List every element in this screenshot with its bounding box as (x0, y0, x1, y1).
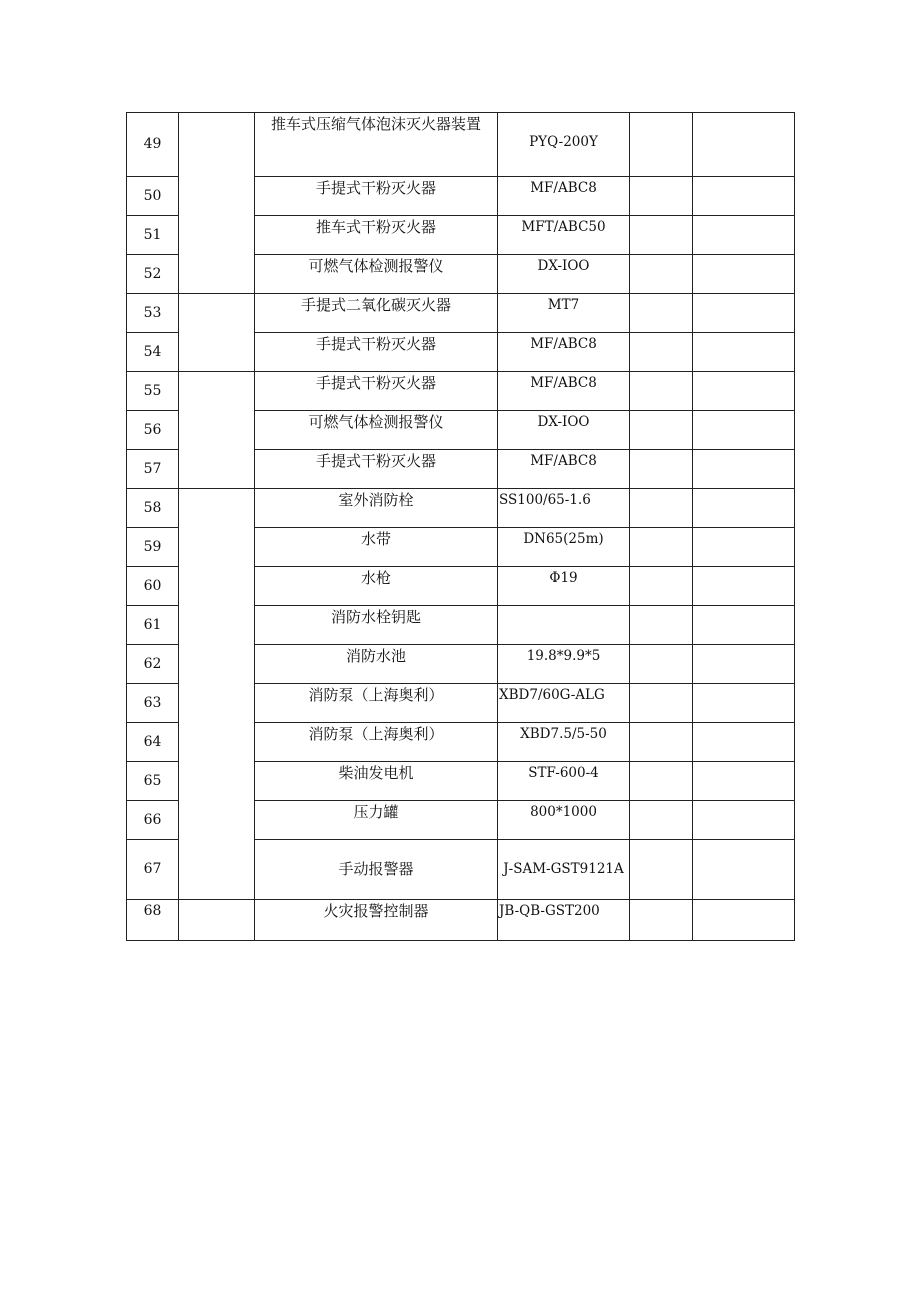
row-number: 66 (143, 812, 162, 828)
equipment-name-cell (255, 411, 498, 450)
model-cell (498, 840, 630, 900)
model-value: 800*1000 (530, 804, 597, 820)
empty-cell (630, 255, 693, 294)
model-cell (498, 113, 630, 177)
row-number: 50 (143, 188, 162, 204)
equipment-name-cell (255, 567, 498, 606)
row-number: 57 (143, 461, 162, 477)
equipment-name-cell (255, 840, 498, 900)
empty-cell (693, 372, 795, 411)
empty-cell (693, 450, 795, 489)
location-cell (179, 113, 255, 294)
row-number: 52 (143, 266, 162, 282)
table-row (127, 294, 795, 333)
empty-cell (693, 723, 795, 762)
equipment-name-cell (255, 723, 498, 762)
equipment-name: 消防水池 (345, 647, 406, 665)
model-cell (498, 528, 630, 567)
equipment-name-cell (255, 645, 498, 684)
empty-cell (630, 723, 693, 762)
row-number-cell (127, 294, 179, 333)
equipment-name: 可燃气体检测报警仪 (308, 257, 444, 275)
row-number-cell (127, 606, 179, 645)
row-number-cell (127, 723, 179, 762)
model-cell (498, 411, 630, 450)
empty-cell (630, 113, 693, 177)
equipment-name: 消防泵（上海奥利） (308, 725, 444, 743)
row-number-cell (127, 684, 179, 723)
empty-cell (630, 645, 693, 684)
empty-cell (693, 684, 795, 723)
empty-cell (630, 177, 693, 216)
equipment-name: 手提式干粉灭火器 (315, 374, 436, 392)
empty-cell (693, 645, 795, 684)
row-number-cell (127, 762, 179, 801)
model-value: MT7 (547, 297, 580, 313)
model-value: JB-QB-GST200 (499, 903, 600, 919)
equipment-name: 推车式压缩气体泡沫灭火器装置 (270, 115, 481, 133)
row-number-cell (127, 333, 179, 372)
row-number: 64 (143, 734, 162, 750)
equipment-name: 室外消防栓 (338, 491, 414, 509)
empty-cell (630, 450, 693, 489)
row-number-cell (127, 489, 179, 528)
model-value: PYQ-200Y (529, 134, 598, 150)
empty-cell (693, 411, 795, 450)
location-cell (179, 900, 255, 941)
model-cell (498, 372, 630, 411)
model-cell (498, 684, 630, 723)
empty-cell (693, 528, 795, 567)
row-number: 53 (143, 305, 162, 321)
equipment-name: 手提式二氧化碳灭火器 (300, 296, 451, 314)
empty-cell (630, 762, 693, 801)
empty-cell (693, 801, 795, 840)
empty-cell (630, 567, 693, 606)
row-number-cell (127, 900, 179, 941)
row-number: 60 (143, 578, 162, 594)
row-number: 51 (143, 227, 162, 243)
model-cell (498, 606, 630, 645)
table-row (127, 900, 795, 941)
empty-cell (693, 255, 795, 294)
row-number: 61 (143, 617, 162, 633)
model-cell (498, 255, 630, 294)
model-cell (498, 294, 630, 333)
row-number-cell (127, 450, 179, 489)
model-cell (498, 333, 630, 372)
empty-cell (693, 216, 795, 255)
row-number-cell (127, 113, 179, 177)
model-value: DX-IOO (537, 258, 590, 274)
row-number: 68 (143, 903, 162, 919)
empty-cell (630, 801, 693, 840)
equipment-name-cell (255, 372, 498, 411)
model-value: DN65(25m) (523, 531, 604, 547)
empty-cell (630, 411, 693, 450)
model-value: MF/ABC8 (530, 336, 597, 352)
row-number-cell (127, 372, 179, 411)
model-value: 19.8*9.9*5 (526, 648, 601, 664)
empty-cell (630, 900, 693, 941)
empty-cell (630, 528, 693, 567)
equipment-name-cell (255, 333, 498, 372)
empty-cell (693, 762, 795, 801)
equipment-name: 手提式干粉灭火器 (315, 335, 436, 353)
empty-cell (693, 489, 795, 528)
empty-cell (693, 177, 795, 216)
model-cell (498, 645, 630, 684)
row-number-cell (127, 177, 179, 216)
location-cell (179, 294, 255, 372)
equipment-name: 可燃气体检测报警仪 (308, 413, 444, 431)
equipment-name: 火灾报警控制器 (323, 902, 429, 920)
row-number: 63 (143, 695, 162, 711)
model-cell (498, 489, 630, 528)
model-value: Φ19 (549, 570, 578, 586)
model-value: XBD7/60G-ALG (499, 687, 605, 703)
model-cell (498, 177, 630, 216)
empty-cell (630, 216, 693, 255)
equipment-table (126, 112, 795, 941)
equipment-name: 手提式干粉灭火器 (315, 452, 436, 470)
equipment-name: 手提式干粉灭火器 (315, 179, 436, 197)
table-row (127, 372, 795, 411)
row-number: 55 (143, 383, 162, 399)
empty-cell (693, 294, 795, 333)
empty-cell (630, 606, 693, 645)
model-cell (498, 723, 630, 762)
equipment-name-cell (255, 255, 498, 294)
empty-cell (630, 489, 693, 528)
model-cell (498, 900, 630, 941)
model-value: SS100/65-1.6 (499, 492, 591, 508)
model-value: MF/ABC8 (530, 180, 597, 196)
row-number: 59 (143, 539, 162, 555)
empty-cell (693, 840, 795, 900)
equipment-name: 水带 (360, 530, 391, 548)
row-number-cell (127, 255, 179, 294)
equipment-name: 消防水栓钥匙 (330, 608, 421, 626)
empty-cell (693, 333, 795, 372)
equipment-name: 压力罐 (353, 803, 399, 821)
equipment-name-cell (255, 900, 498, 941)
location-cell (179, 372, 255, 489)
equipment-name-cell (255, 216, 498, 255)
equipment-name-cell (255, 113, 498, 177)
equipment-name: 柴油发电机 (338, 764, 414, 782)
row-number-cell (127, 216, 179, 255)
row-number-cell (127, 567, 179, 606)
empty-cell (693, 606, 795, 645)
model-value: MF/ABC8 (530, 453, 597, 469)
equipment-name-cell (255, 606, 498, 645)
row-number-cell (127, 528, 179, 567)
equipment-name: 推车式干粉灭火器 (315, 218, 436, 236)
equipment-name-cell (255, 528, 498, 567)
model-value: J-SAM-GST9121A (503, 861, 624, 877)
table-row (127, 113, 795, 177)
model-value: XBD7.5/5-50 (520, 726, 607, 742)
empty-cell (630, 294, 693, 333)
model-cell (498, 801, 630, 840)
row-number: 65 (143, 773, 162, 789)
equipment-name-cell (255, 801, 498, 840)
model-value: MF/ABC8 (530, 375, 597, 391)
empty-cell (693, 113, 795, 177)
model-value: STF-600-4 (528, 765, 599, 781)
empty-cell (693, 900, 795, 941)
model-value: DX-IOO (537, 414, 590, 430)
empty-cell (630, 372, 693, 411)
empty-cell (693, 567, 795, 606)
location-cell (179, 489, 255, 900)
row-number: 56 (143, 422, 162, 438)
empty-cell (630, 684, 693, 723)
model-cell (498, 450, 630, 489)
model-value: MFT/ABC50 (521, 219, 606, 235)
row-number: 58 (143, 500, 162, 516)
row-number: 54 (143, 344, 162, 360)
equipment-name-cell (255, 762, 498, 801)
model-cell (498, 567, 630, 606)
empty-cell (630, 840, 693, 900)
table-row (127, 489, 795, 528)
model-cell (498, 762, 630, 801)
row-number-cell (127, 645, 179, 684)
equipment-name-cell (255, 177, 498, 216)
row-number: 67 (143, 861, 162, 877)
equipment-name-cell (255, 294, 498, 333)
equipment-name-cell (255, 489, 498, 528)
row-number-cell (127, 411, 179, 450)
row-number-cell (127, 840, 179, 900)
equipment-name: 消防泵（上海奥利） (308, 686, 444, 704)
equipment-name: 水枪 (360, 569, 391, 587)
empty-cell (630, 333, 693, 372)
row-number-cell (127, 801, 179, 840)
equipment-name: 手动报警器 (338, 860, 414, 878)
row-number: 49 (143, 136, 162, 152)
equipment-name-cell (255, 450, 498, 489)
model-cell (498, 216, 630, 255)
equipment-name-cell (255, 684, 498, 723)
row-number: 62 (143, 656, 162, 672)
